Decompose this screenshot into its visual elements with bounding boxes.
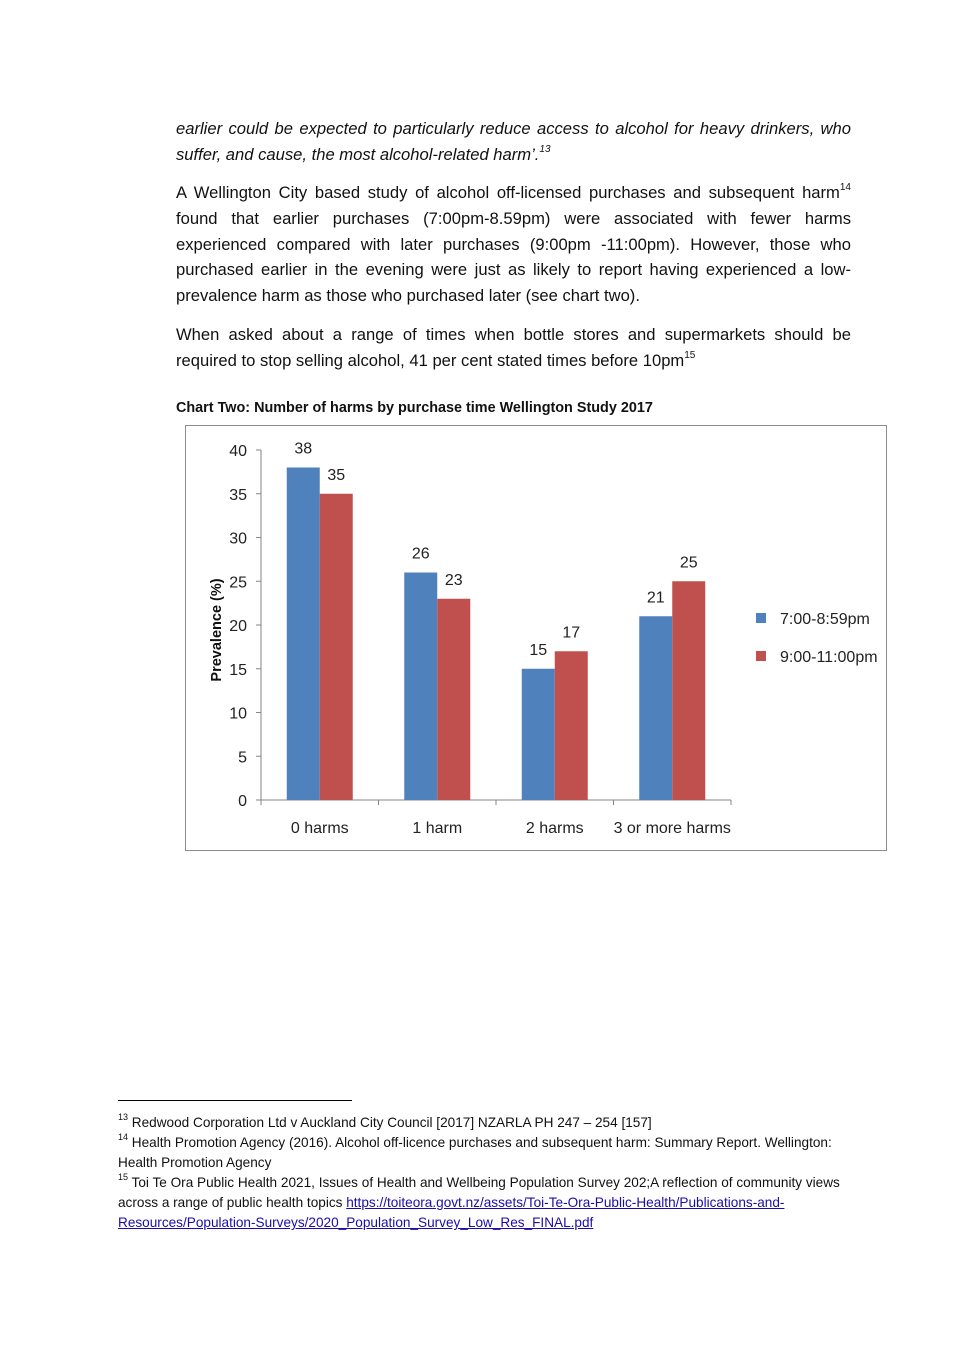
paragraph-quote-text: earlier could be expected to particularly reduce access to alcohol for heavy drinkers, who suffer, and cause, the most alcohol-related harm’. bbox=[176, 119, 851, 164]
bar-early bbox=[639, 616, 672, 800]
bar-late bbox=[672, 581, 705, 800]
footnote-13 bbox=[118, 1113, 858, 1133]
data-label: 38 bbox=[294, 440, 313, 458]
y-tick-label: 20 bbox=[229, 618, 247, 635]
footnote-divider bbox=[118, 1100, 352, 1101]
y-tick-label: 15 bbox=[229, 661, 247, 679]
paragraph-survey-text: When asked about a range of times when bottle stores and supermarkets should be required to stop selling alcohol, 41 per cent stated times before 10pm bbox=[176, 325, 851, 370]
footnote-number: 15 bbox=[118, 1172, 129, 1183]
x-tick-label: 0 harms bbox=[290, 820, 349, 837]
footnote-ref[interactable]: 13 bbox=[539, 144, 551, 156]
data-label: 15 bbox=[529, 641, 548, 659]
legend-label: 7:00-8:59pm bbox=[780, 611, 870, 628]
y-tick-label: 40 bbox=[229, 443, 247, 460]
data-label: 26 bbox=[411, 545, 430, 563]
data-label: 35 bbox=[327, 466, 346, 484]
footnote-14 bbox=[118, 1133, 858, 1173]
x-tick-label: 3 or more harms bbox=[613, 820, 731, 837]
data-label: 25 bbox=[679, 554, 698, 572]
legend-label: 9:00-11:00pm bbox=[780, 649, 878, 666]
footnote-link[interactable]: https://toiteora.govt.nz/assets/Toi-Te-Ora-Public-Health/Publications-and-Resources/Population-Surveys/2020_Population_Survey_Low_Res_FINAL.pdf bbox=[118, 1195, 785, 1230]
bar-late bbox=[437, 599, 470, 800]
bar-early bbox=[404, 573, 437, 801]
y-tick-label: 25 bbox=[229, 574, 247, 592]
data-label: 23 bbox=[444, 571, 463, 589]
y-tick-label: 35 bbox=[229, 486, 247, 504]
footnote-ref[interactable]: 15 bbox=[684, 350, 696, 362]
y-axis-title: Prevalence (%) bbox=[209, 578, 225, 682]
chart-caption: Chart Two: Number of harms by purchase time Wellington Study 2017 bbox=[176, 400, 653, 416]
footnote-number: 13 bbox=[118, 1112, 129, 1123]
bar-late bbox=[555, 651, 588, 800]
footnote-text: Toi Te Ora Public Health 2021, Issues of Health and Wellbeing Population Survey 202;A reflection of community views across a range of public health topics bbox=[118, 1175, 840, 1210]
paragraph-survey bbox=[176, 322, 851, 374]
bar-late bbox=[320, 494, 353, 800]
footnote-15 bbox=[118, 1173, 858, 1233]
footnote-ref[interactable]: 14 bbox=[839, 182, 851, 194]
paragraph-study bbox=[176, 180, 851, 309]
footnote-text: Health Promotion Agency (2016). Alcohol off-licence purchases and subsequent harm: Summary Report. Wellington: Health Promotion Agency bbox=[118, 1135, 832, 1170]
legend-swatch bbox=[756, 651, 766, 661]
bar-early bbox=[287, 468, 320, 801]
footnote-text: Redwood Corporation Ltd v Auckland City Council [2017] NZARLA PH 247 – 254 [157] bbox=[131, 1115, 652, 1130]
data-label: 21 bbox=[646, 589, 665, 607]
y-tick-label: 30 bbox=[229, 530, 247, 548]
paragraph-study-text-b: found that earlier purchases (7:00pm-8.59pm) were associated with fewer harms experienced compared with later purchases (9:00pm -11:00pm). However, those who purchased earlier in the evening were just as likely to report having experienced a low-prevalence harm as those who purchased later (see chart two). bbox=[176, 208, 851, 306]
x-tick-label: 2 harms bbox=[525, 820, 584, 837]
data-label: 17 bbox=[562, 624, 581, 642]
footnotes bbox=[118, 1113, 858, 1233]
x-tick-label: 1 harm bbox=[412, 820, 463, 837]
chart-container bbox=[185, 425, 887, 851]
y-tick-label: 10 bbox=[229, 705, 247, 723]
footnote-number: 14 bbox=[118, 1132, 129, 1143]
paragraph-quote bbox=[176, 116, 851, 168]
y-tick-label: 5 bbox=[238, 749, 247, 767]
legend-swatch bbox=[756, 613, 766, 623]
y-tick-label: 0 bbox=[238, 793, 247, 810]
bar-chart bbox=[186, 426, 886, 850]
bar-early bbox=[522, 669, 555, 800]
paragraph-study-text-a: A Wellington City based study of alcohol off-licensed purchases and subsequent harm bbox=[176, 183, 840, 202]
